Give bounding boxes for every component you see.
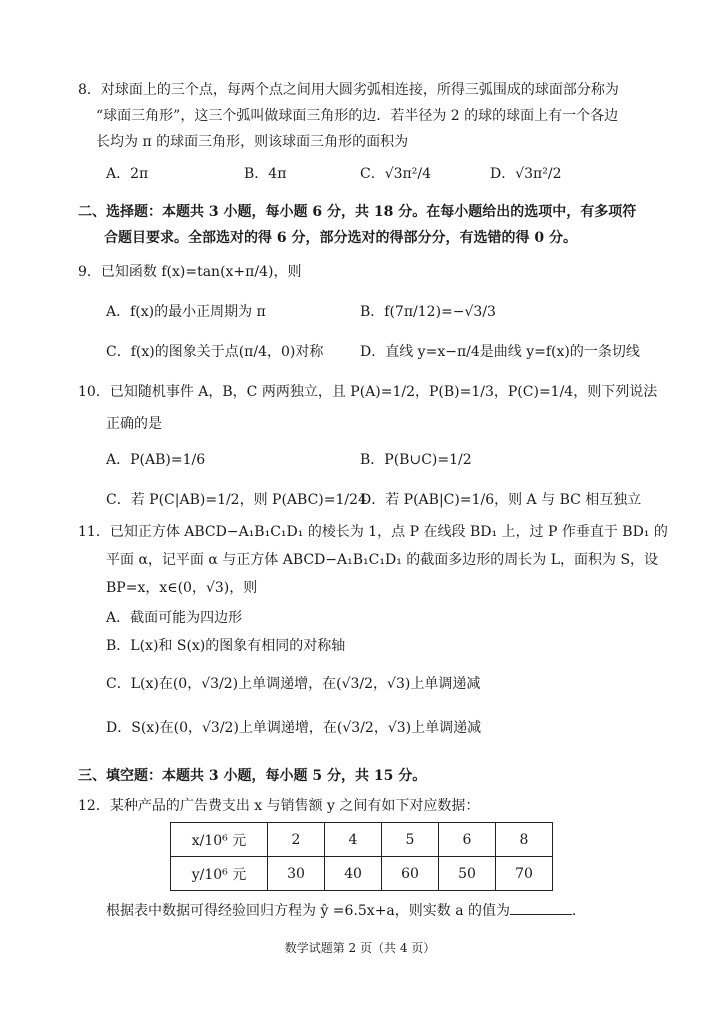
table-cell-x: 5 <box>382 823 439 857</box>
q10-option-b: B．P(B∪C)=1/2 <box>360 452 472 468</box>
q11-option-a: A．截面可能为四边形 <box>106 610 243 626</box>
q9-option-b: B．f(7π/12)=−√3/3 <box>360 304 496 320</box>
q12-followup <box>106 900 586 921</box>
q11-option-b: B．L(x)和 S(x)的图象有相同的对称轴 <box>106 638 346 654</box>
q9-option-d: D．直线 y=x−π/4是曲线 y=f(x)的一条切线 <box>360 344 640 360</box>
table-header-x: x/10⁶ 元 <box>171 823 268 857</box>
q12-followup-text: 根据表中数据可得经验回归方程为 ŷ =6.5x+a，则实数 a 的值为 <box>106 903 511 919</box>
q11-line2: 平面 α，记平面 α 与正方体 ABCD−A₁B₁C₁D₁ 的截面多边形的周长为 L，面积为 S，设 <box>106 552 659 568</box>
q10-option-d: D．若 P(AB|C)=1/6，则 A 与 BC 相互独立 <box>360 492 642 508</box>
q12-stem: 12．某种产品的广告费支出 x 与销售额 y 之间有如下对应数据： <box>78 798 480 814</box>
table-row-y <box>171 857 553 891</box>
q12-data-table <box>170 822 553 891</box>
q10-option-c: C．若 P(C|AB)=1/2，则 P(ABC)=1/24 <box>106 492 367 508</box>
q8-line3: 长均为 π 的球面三角形，则该球面三角形的面积为 <box>96 134 409 150</box>
table-cell-x: 2 <box>268 823 325 857</box>
q8-line2: “球面三角形”，这三个弧叫做球面三角形的边．若半径为 2 的球的球面上有一个各边 <box>96 108 619 124</box>
q9-option-a: A．f(x)的最小正周期为 π <box>106 304 266 320</box>
section2-heading-line2: 合题目要求。全部选对的得 6 分，部分选对的得部分分，有选错的得 0 分。 <box>104 230 577 246</box>
q11-line1: 11．已知正方体 ABCD−A₁B₁C₁D₁ 的棱长为 1，点 P 在线段 BD₁ 上，过 P 作垂直于 BD₁ 的 <box>78 524 668 540</box>
section2-heading-line1: 二、选择题：本题共 3 小题，每小题 6 分，共 18 分。在每小题给出的选项中，有多项符 <box>78 204 637 220</box>
table-cell-y: 30 <box>268 857 325 891</box>
page-footer: 数学试题第 2 页（共 4 页） <box>284 941 436 955</box>
q11-option-d: D．S(x)在(0，√3/2)上单调递增，在(√3/2，√3)上单调递减 <box>106 720 482 736</box>
table-cell-y: 50 <box>439 857 496 891</box>
q11-line3: BP=x，x∈(0，√3)，则 <box>106 580 258 596</box>
q8-line1: 8．对球面上的三个点，每两个点之间用大圆劣弧相连接，所得三弧围成的球面部分称为 <box>78 82 619 98</box>
table-cell-y: 60 <box>382 857 439 891</box>
answer-blank <box>510 900 572 915</box>
table-header-y: y/10⁶ 元 <box>171 857 268 891</box>
table-row-x <box>171 823 553 857</box>
q8-option-b: B．4π <box>244 166 287 182</box>
q8-option-c: C．√3π²/4 <box>360 166 431 182</box>
q8-option-d: D．√3π²/2 <box>490 166 562 182</box>
section3-heading: 三、填空题：本题共 3 小题，每小题 5 分，共 15 分。 <box>78 768 427 784</box>
table-cell-y: 70 <box>496 857 553 891</box>
q9-option-c: C．f(x)的图象关于点(π/4，0)对称 <box>106 344 324 360</box>
q10-option-a: A．P(AB)=1/6 <box>106 452 206 468</box>
q10-line2: 正确的是 <box>106 416 162 432</box>
table-cell-x: 6 <box>439 823 496 857</box>
q11-option-c: C．L(x)在(0，√3/2)上单调递增，在(√3/2，√3)上单调递减 <box>106 676 481 692</box>
table-cell-x: 8 <box>496 823 553 857</box>
table-cell-x: 4 <box>325 823 382 857</box>
q9-stem: 9．已知函数 f(x)=tan(x+π/4)，则 <box>78 264 302 280</box>
q8-option-a: A．2π <box>106 166 149 182</box>
q10-line1: 10．已知随机事件 A，B，C 两两独立，且 P(A)=1/2，P(B)=1/3，P(C)=1/4，则下列说法 <box>78 384 658 400</box>
table-cell-y: 40 <box>325 857 382 891</box>
q12-followup-end: ． <box>572 903 587 919</box>
